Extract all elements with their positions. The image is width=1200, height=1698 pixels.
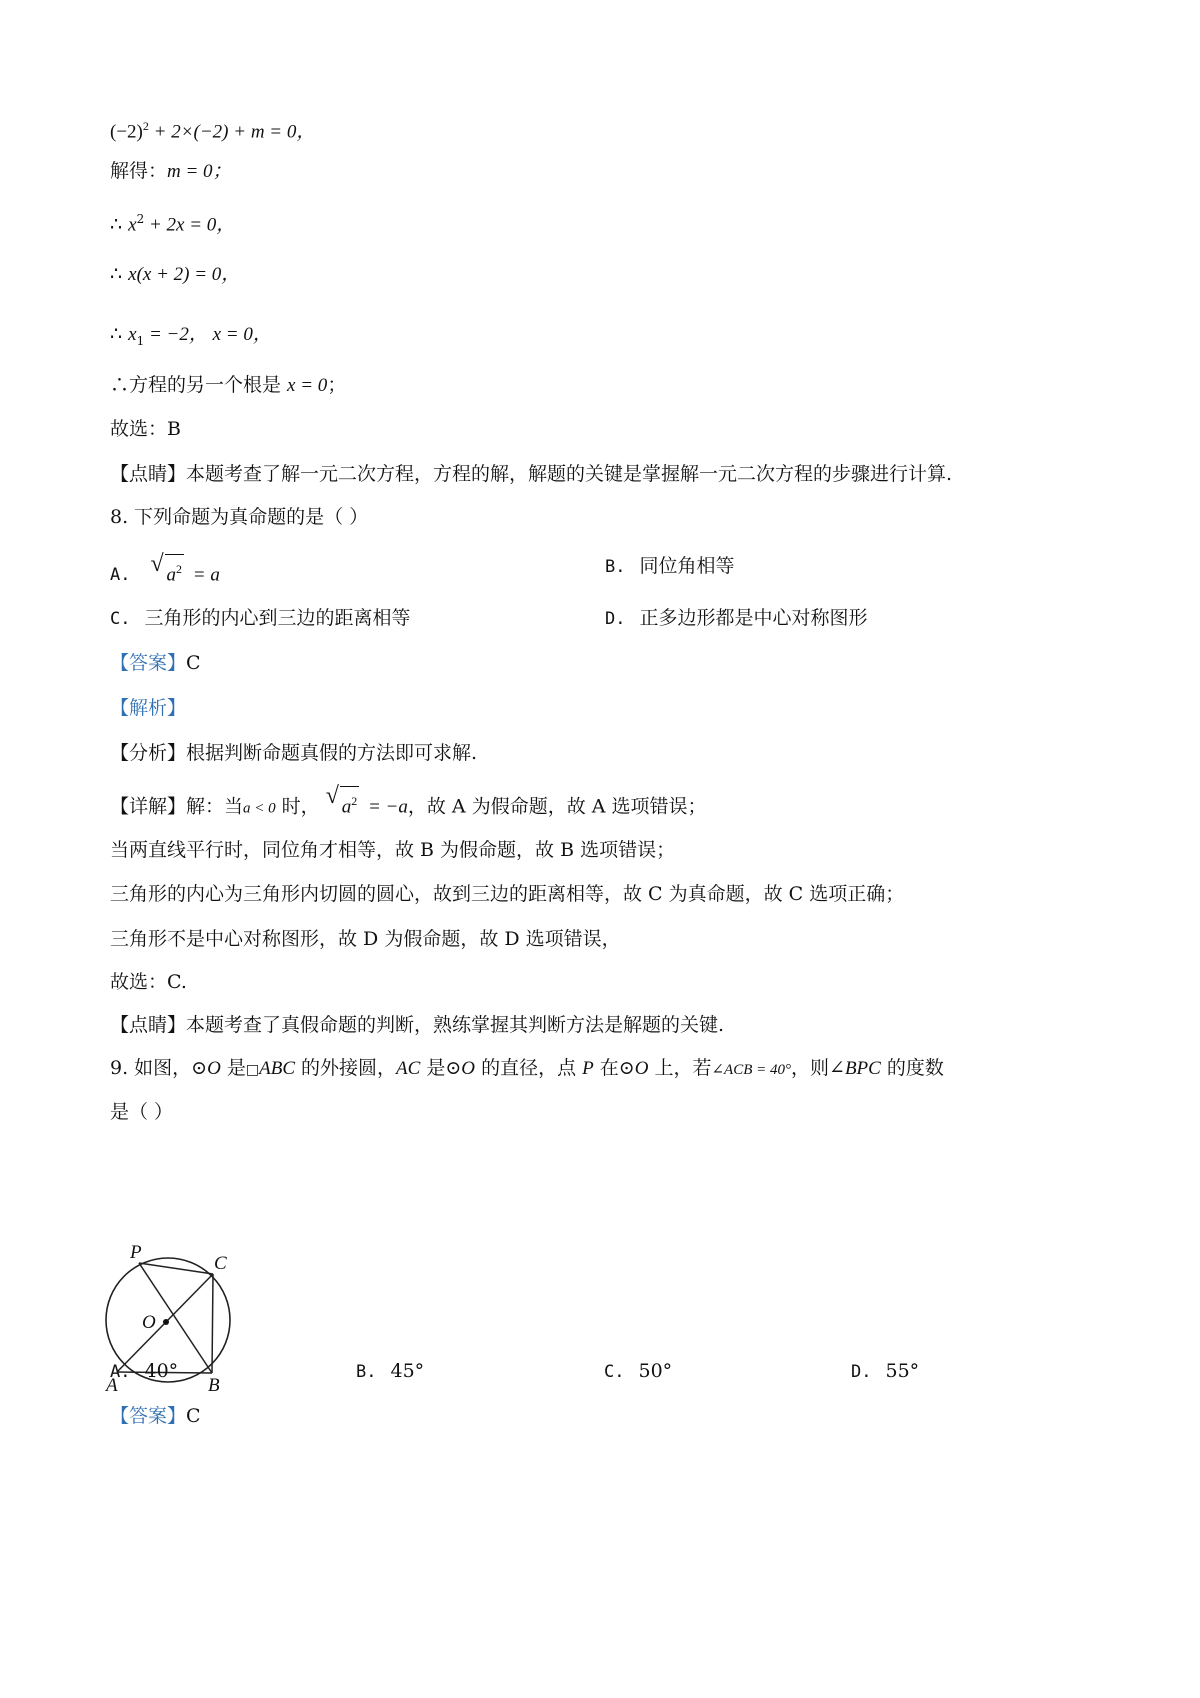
q8-detail-c: 三角形的内心为三角形内切圆的圆心，故到三边的距离相等，故 C 为真命题，故 C 选项正确； [110,883,905,905]
q9-option-b: B. 45° [356,1360,425,1382]
q9-option-c: C. 50° [604,1360,673,1382]
therefore-equation-line: ∴ $x^2 + 2x = 0$， [110,212,236,236]
q8-choice: 故选：C. [110,971,187,993]
q8-detail-b: 当两直线平行时，同位角才相等，故 B 为假命题，故 B 选项错误； [110,839,676,861]
q9-answer: 【答案】C [110,1405,201,1427]
label-c: C [214,1253,227,1274]
segment-cb [212,1274,213,1373]
solve-m-line: 解得：m = 0； [110,160,232,182]
roots-line: ∴ $x_1 = -2$， x = 0， [110,323,272,348]
q9-option-d: D. 55° [851,1360,920,1382]
q8-dianjing: 【点睛】本题考查了真假命题的判断，熟练掌握其判断方法是解题的关键. [110,1014,725,1036]
q8-option-b: B. 同位角相等 [605,555,735,577]
q8-option-d: D. 正多边形都是中心对称图形 [605,607,868,629]
q9-option-a: A. 40° [110,1360,179,1382]
equation-substitution: $(-2)^2 + 2\times(-2) + m = 0$， [110,119,316,143]
q8-detail-d: 三角形不是中心对称图形，故 D 为假命题，故 D 选项错误， [110,928,621,950]
center-point-o [163,1319,169,1325]
q8-xiangjie: 【详解】解：当a < 0 时， √ $a^2 = -a$，故 A 为假命题，故 A 选项错误； [110,786,707,822]
label-a: A [106,1375,118,1396]
q8-fenxi: 【分析】根据判断命题真假的方法即可求解. [110,742,478,764]
sqrt-expression: √ $a^2$ [326,786,360,821]
label-p: P [130,1242,142,1263]
q8-answer: 【答案】C [110,652,201,674]
q8-option-a: A. √ $a^2 = a$ [110,554,220,589]
label-o: O [142,1312,156,1333]
question-9-stem-cont: 是（ ） [110,1101,174,1123]
sqrt-expression: √ $a^2$ [151,554,185,589]
q8-option-c: C. 三角形的内心到三边的距离相等 [110,607,411,629]
question-8-stem: 8. 下列命题为真命题的是（ ） [110,506,369,528]
question-9-stem: 9. 如图，⊙O 是□ABC 的外接圆，AC 是⊙O 的直径，点 P 在⊙O 上，若∠ACB = 40°，则∠BPC 的度数 [110,1057,944,1079]
factor-line: ∴ x(x + 2) = 0， [110,263,241,285]
label-b: B [208,1375,220,1396]
dianjing-comment: 【点睛】本题考查了解一元二次方程，方程的解，解题的关键是掌握解一元二次方程的步骤进行计算. [110,463,953,485]
choice-line: 故选：B [110,418,181,440]
q8-analysis-tag: 【解析】 [110,697,187,719]
other-root-line: ∴方程的另一个根是 x = 0； [110,374,347,396]
